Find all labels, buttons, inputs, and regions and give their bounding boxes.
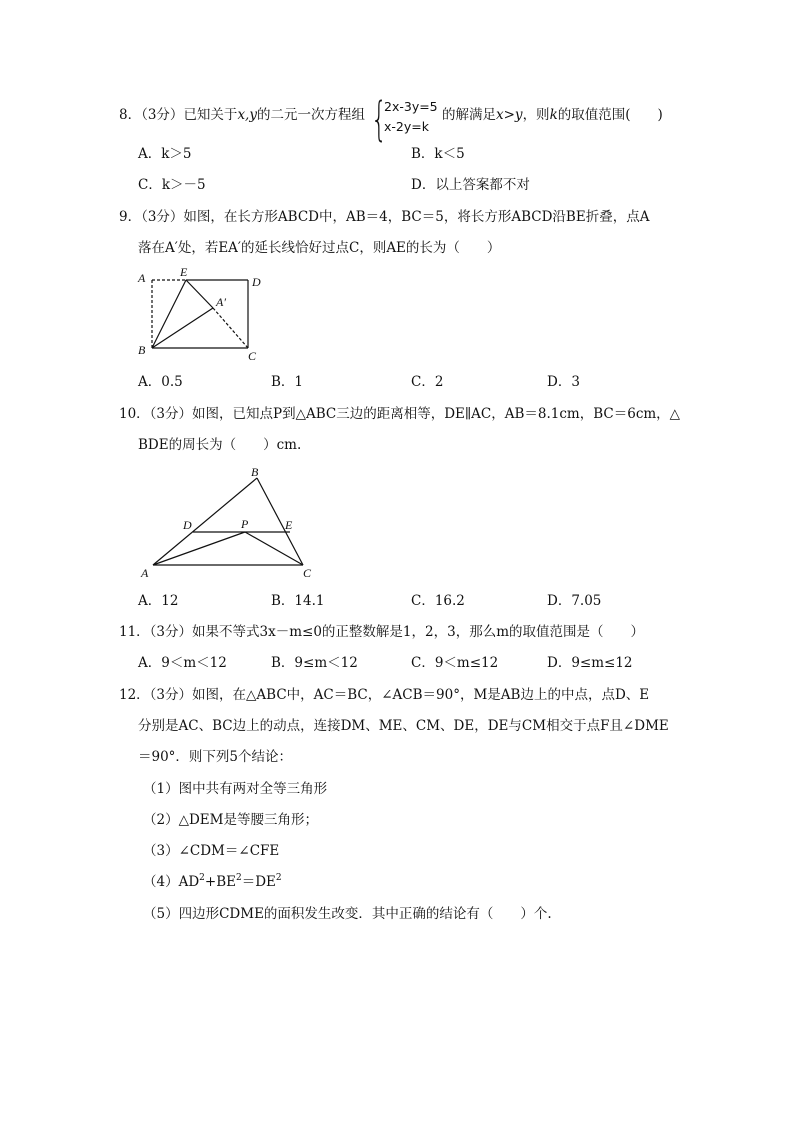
q12-line2: 分别是AC、BC边上的动点，连接DM、ME、CM、DE，DE与CM相交于点F且∠DME	[138, 718, 669, 734]
q11-option-d: D．9≤m≤12	[547, 655, 633, 671]
q9-line2: 落在A′处，若EA′的延长线恰好过点C，则AE的长为（ ）	[138, 240, 501, 256]
q9-be	[152, 280, 186, 348]
q8-text-b: 的二元一次方程组	[256, 107, 365, 123]
q8-stem-tail	[442, 106, 663, 124]
q10-option-c: C．16.2	[411, 593, 465, 609]
q9-ea	[186, 280, 213, 308]
q8-eq1: 2x-3y=5	[384, 99, 438, 114]
q10-ap	[153, 532, 245, 565]
q11-line1: 11．（3分）如果不等式3x－m≤0的正整数解是1，2，3，那么m的取值范围是（ ）	[119, 624, 644, 640]
q12-s4-mid: +BE	[204, 874, 236, 890]
q12-statement-5: （5）四边形CDME的面积发生改变．其中正确的结论有（ ）个.	[143, 906, 552, 922]
q8-option-b: B．k＜5	[411, 146, 465, 162]
q9-label-b: B	[138, 343, 146, 357]
q10-line1: 10．（3分）如图，已知点P到△ABC三边的距离相等，DE∥AC，AB＝8.1cm，BC＝6cm，△	[119, 406, 681, 422]
q11-option-b: B．9≤m＜12	[271, 655, 358, 671]
q8-option-d: D．以上答案都不对	[411, 177, 530, 193]
q8-cond: x>y	[496, 107, 523, 123]
q12-line1: 12．（3分）如图，在△ABC中，AC＝BC，∠ACB＝90°，M是AB边上的中点，点D、E	[119, 687, 650, 703]
q10-option-d: D．7.05	[547, 593, 602, 609]
q8-vars: x,y	[237, 107, 257, 123]
q12-statement-1: （1）图中共有两对全等三角形	[143, 781, 328, 797]
q8-text-d: ，则	[522, 107, 550, 123]
q9-option-c: C．2	[411, 374, 444, 390]
q10-label-b: B	[251, 465, 259, 479]
q9-label-c: C	[248, 349, 257, 363]
q8-option-a: A．k＞5	[138, 146, 192, 162]
q10-option-b: B．14.1	[271, 593, 325, 609]
q9-option-a: A．0.5	[138, 374, 183, 390]
q8-text-c: 的解满足	[442, 107, 496, 123]
q10-label-c: C	[303, 566, 312, 580]
q12-s4-sup2: 2	[236, 873, 242, 883]
q8-text-a: 已知关于	[183, 107, 238, 123]
q12-line3: ＝90°．则下列5个结论：	[138, 749, 293, 765]
q9-figure	[130, 268, 270, 368]
q12-s4-sup3: 2	[275, 873, 282, 883]
q8-score: （3分）	[141, 107, 184, 123]
q10-figure	[135, 462, 325, 582]
q12-statement-4	[143, 873, 282, 893]
q8-k: k	[549, 107, 558, 123]
q10-label-p: P	[241, 517, 249, 531]
q10-line2: BDE的周长为（ ）cm.	[138, 437, 302, 453]
q12-statement-2: （2）△DEM是等腰三角形；	[143, 812, 318, 828]
q9-line1: 9．（3分）如图，在长方形ABCD中，AB＝4，BC＝5，将长方形ABCD沿BE折叠，点A	[119, 209, 650, 225]
q8-brace: {	[371, 92, 388, 146]
q9-option-d: D．3	[547, 374, 580, 390]
q8-text-e: 的取值范围( )	[557, 107, 663, 123]
q9-option-b: B．1	[271, 374, 304, 390]
q12-s4-sup1: 2	[199, 873, 205, 883]
q11-option-c: C．9＜m≤12	[411, 655, 499, 671]
q8-number: 8．	[119, 107, 142, 123]
q10-label-a: A	[141, 566, 149, 580]
q12-s4-pre: （4）AD	[143, 874, 200, 890]
q12-s4-eq: ＝DE	[241, 874, 276, 890]
q9-label-e: E	[180, 268, 188, 279]
q10-label-e: E	[285, 518, 293, 532]
q10-option-a: A．12	[138, 593, 179, 609]
q9-label-a: A	[138, 271, 146, 285]
q12-statement-3: （3）∠CDM＝∠CFE	[143, 843, 280, 859]
q9-label-a-prime: A′	[216, 295, 226, 309]
q8-option-c: C．k＞－5	[138, 177, 206, 193]
q10-label-d: D	[183, 518, 192, 532]
q8-eq2: x-2y=k	[384, 119, 429, 134]
q8-stem	[119, 106, 365, 124]
q11-option-a: A．9＜m＜12	[138, 655, 227, 671]
q9-ba	[152, 308, 213, 348]
q9-ac-dashed	[213, 308, 248, 348]
q9-label-d: D	[252, 275, 261, 289]
